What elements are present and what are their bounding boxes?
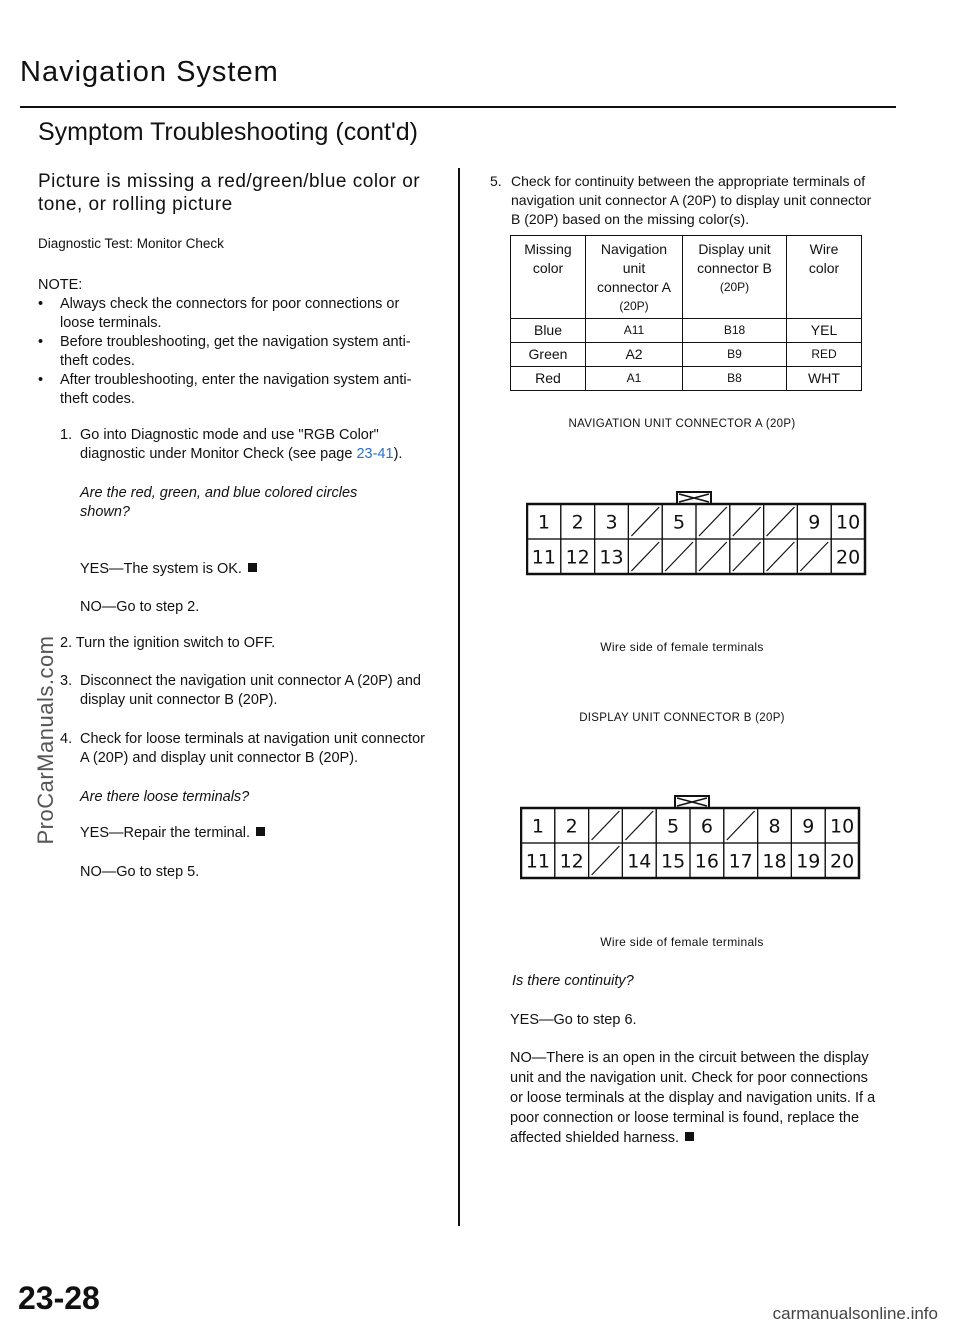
question-circles: Are the red, green, and blue colored circles shown? xyxy=(80,485,358,520)
conn-b-terminal-14: 14 xyxy=(627,850,652,873)
conn-b-terminal-5: 5 xyxy=(667,815,680,838)
column-divider xyxy=(458,168,460,1226)
cell-terminal-a: A2 xyxy=(586,343,683,367)
conn-b-terminal-11: 11 xyxy=(525,850,550,873)
footer-site: carmanualsonline.info xyxy=(772,1304,938,1323)
title-rule xyxy=(20,106,896,108)
cell-wire: RED xyxy=(787,343,862,367)
conn-b-terminal-6: 6 xyxy=(700,815,713,838)
note-item: • Always check the connectors for poor connections or loose terminals. xyxy=(38,296,400,331)
end-square-icon xyxy=(256,827,265,836)
header-connector-a: Navigation unit connector A (20P) xyxy=(586,236,683,319)
note-item: • After troubleshooting, enter the navigation system anti-theft codes. xyxy=(38,372,412,407)
step-1: 1. Go into Diagnostic mode and use "RGB Color" diagnostic under Monitor Check (see page 23-41). xyxy=(60,427,403,462)
step-2: 2. Turn the ignition switch to OFF. xyxy=(60,635,276,651)
cell-terminal-b: B8 xyxy=(683,367,787,391)
symptom-heading: Picture is missing a red/green/blue color or tone, or rolling picture xyxy=(38,171,421,215)
conn-b-terminal-18: 18 xyxy=(762,850,787,873)
no-2: NO—Go to step 5. xyxy=(80,864,200,880)
diagnostic-test: Diagnostic Test: Monitor Check xyxy=(38,236,224,251)
conn-b-terminal-9: 9 xyxy=(802,815,815,838)
connector-a-diagram xyxy=(526,490,868,578)
conn-b-terminal-12: 12 xyxy=(559,850,584,873)
step-3: 3. Disconnect the navigation unit connector A (20P) and display unit connector B (20P). xyxy=(60,673,421,708)
yes-3: YES—Go to step 6. xyxy=(510,1012,637,1028)
cell-color: Green xyxy=(511,343,586,367)
yes-2: YES—Repair the terminal. xyxy=(80,824,265,843)
yes-1: YES—The system is OK. xyxy=(80,560,257,579)
no-3: NO—There is an open in the circuit between the display unit and the navigation unit. Check for poor connections or loose terminals at the display and navigation units. If a poor connection or loose terminal is found, replace the affected shielded harness. xyxy=(510,1050,876,1146)
page-number: 23-28 xyxy=(18,1280,100,1316)
page-link-23-41[interactable]: 23-41 xyxy=(356,446,394,462)
table-row xyxy=(511,343,862,367)
cell-terminal-a: A1 xyxy=(586,367,683,391)
conn-a-terminal-11: 11 xyxy=(531,546,556,569)
cell-wire: WHT xyxy=(787,367,862,391)
note-list xyxy=(38,295,433,409)
watermark: ProCarManuals.com xyxy=(33,635,58,845)
connector-a-title: NAVIGATION UNIT CONNECTOR A (20P) xyxy=(568,418,796,430)
cell-wire: YEL xyxy=(787,319,862,343)
cell-color: Red xyxy=(511,367,586,391)
conn-a-terminal-5: 5 xyxy=(673,511,686,534)
conn-a-terminal-10: 10 xyxy=(836,511,861,534)
conn-b-terminal-10: 10 xyxy=(830,815,855,838)
header-wire-color: Wire color xyxy=(787,236,862,319)
step-4: 4. Check for loose terminals at navigation unit connector A (20P) and display unit connector B (20P). xyxy=(60,731,425,766)
question-loose: Are there loose terminals? xyxy=(80,789,250,805)
section-subtitle: Symptom Troubleshooting (cont'd) xyxy=(38,118,418,146)
no-1: NO—Go to step 2. xyxy=(80,599,200,615)
table-header-row xyxy=(511,236,862,319)
page-title: Navigation System xyxy=(20,56,279,88)
conn-b-terminal-2: 2 xyxy=(565,815,578,838)
header-missing-color: Missing color xyxy=(511,236,586,319)
connector-b-caption: Wire side of female terminals xyxy=(600,935,764,949)
table-row xyxy=(511,319,862,343)
conn-a-terminal-9: 9 xyxy=(808,511,821,534)
connector-a-caption: Wire side of female terminals xyxy=(600,640,764,654)
cell-color: Blue xyxy=(511,319,586,343)
conn-b-terminal-8: 8 xyxy=(768,815,781,838)
conn-a-terminal-13: 13 xyxy=(599,546,624,569)
note-label: NOTE: xyxy=(38,277,83,293)
conn-b-terminal-15: 15 xyxy=(661,850,686,873)
end-square-icon xyxy=(248,563,257,572)
header-connector-b: Display unit connector B (20P) xyxy=(683,236,787,319)
connector-b-diagram xyxy=(520,794,862,882)
conn-b-terminal-1: 1 xyxy=(531,815,544,838)
conn-a-terminal-12: 12 xyxy=(565,546,590,569)
connector-b-title: DISPLAY UNIT CONNECTOR B (20P) xyxy=(579,712,785,724)
conn-a-terminal-20: 20 xyxy=(836,546,861,569)
question-continuity: Is there continuity? xyxy=(512,973,634,989)
continuity-table xyxy=(510,235,862,391)
conn-b-terminal-19: 19 xyxy=(796,850,821,873)
conn-b-terminal-17: 17 xyxy=(728,850,753,873)
conn-a-terminal-3: 3 xyxy=(605,511,618,534)
conn-b-terminal-16: 16 xyxy=(694,850,719,873)
cell-terminal-b: B18 xyxy=(683,319,787,343)
end-square-icon xyxy=(685,1132,694,1141)
note-item: • Before troubleshooting, get the navigation system anti-theft codes. xyxy=(38,334,411,369)
table-row xyxy=(511,367,862,391)
conn-a-terminal-2: 2 xyxy=(571,511,584,534)
cell-terminal-a: A11 xyxy=(586,319,683,343)
cell-terminal-b: B9 xyxy=(683,343,787,367)
conn-b-terminal-20: 20 xyxy=(830,850,855,873)
step-5: 5. Check for continuity between the appropriate terminals of navigation unit connector A (20P) to display unit connector B (20P) based on the missing color(s). xyxy=(490,173,872,227)
conn-a-terminal-1: 1 xyxy=(537,511,550,534)
